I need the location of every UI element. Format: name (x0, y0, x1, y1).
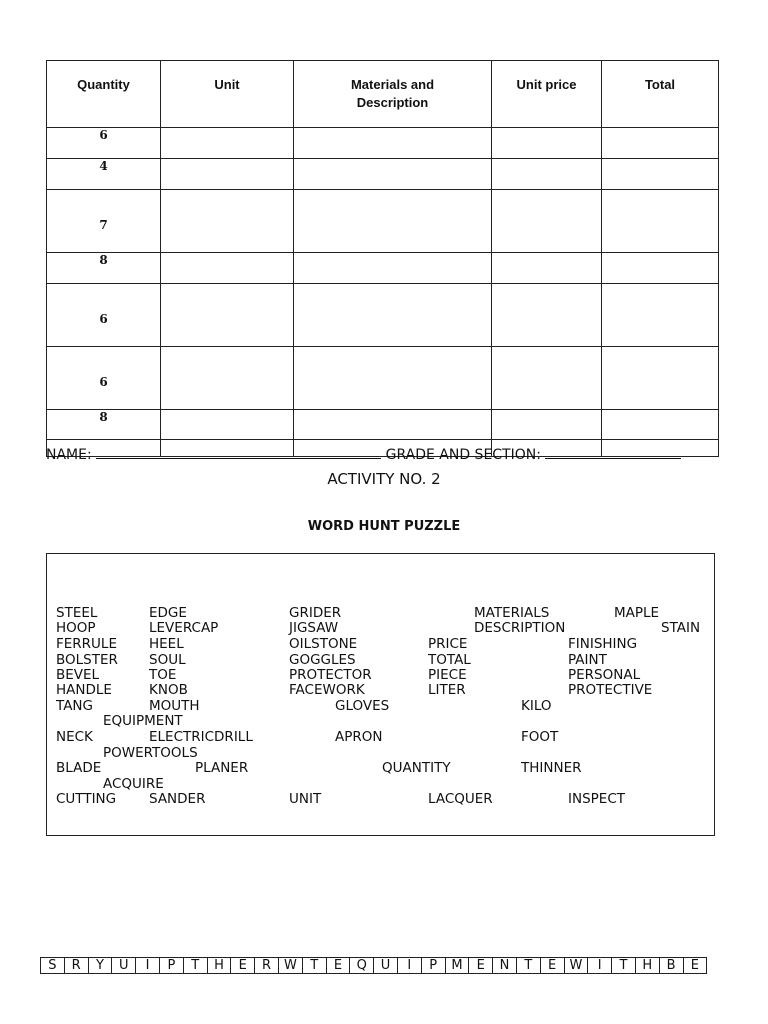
word-item: FINISHING (568, 636, 638, 652)
table-row (47, 253, 719, 284)
word-item: FOOT (521, 729, 559, 745)
word-item: THINNER (521, 760, 582, 776)
quantity-cell: 7 (47, 190, 161, 253)
word-item: GOGGLES (289, 652, 356, 668)
word-item: ACQUIRE (103, 776, 164, 792)
quantity-cell: 6 (47, 347, 161, 410)
materials-cell (294, 284, 492, 347)
letter-cell: S (41, 957, 65, 974)
word-item: KNOB (149, 682, 188, 698)
materials-table (46, 60, 719, 457)
letter-cell: R (255, 957, 279, 974)
word-item: APRON (335, 729, 383, 745)
quantity-cell: 6 (47, 128, 161, 159)
unit-price-cell (492, 284, 602, 347)
letter-cell: W (279, 957, 303, 974)
word-item: PAINT (568, 652, 607, 668)
table-header-row (47, 61, 719, 128)
total-cell (602, 190, 719, 253)
word-item: PIECE (428, 667, 467, 683)
quantity-cell: 6 (47, 284, 161, 347)
word-item: PERSONAL (568, 667, 641, 683)
header-materials (294, 61, 492, 128)
table-row (47, 159, 719, 190)
unit-cell (161, 253, 294, 284)
word-item: HANDLE (56, 682, 112, 698)
word-item: STAIN (661, 620, 701, 636)
letter-cell: N (493, 957, 517, 974)
materials-cell (294, 190, 492, 253)
grade-section-label: GRADE AND SECTION: (385, 447, 541, 463)
header-total: Total (602, 61, 719, 128)
word-item: TOE (149, 667, 177, 683)
quantity-cell: 8 (47, 410, 161, 440)
materials-cell (294, 253, 492, 284)
letter-cell: H (208, 957, 232, 974)
unit-price-cell (492, 347, 602, 410)
word-item: OILSTONE (289, 636, 358, 652)
name-blank[interactable] (96, 444, 381, 459)
word-item: FERRULE (56, 636, 117, 652)
word-item: LITER (428, 682, 466, 698)
letter-cell: T (612, 957, 636, 974)
word-item: NECK (56, 729, 93, 745)
word-item: UNIT (289, 791, 322, 807)
header-materials-line1: Materials and (350, 77, 435, 92)
table-row (47, 190, 719, 253)
table-row (47, 284, 719, 347)
puzzle-title: WORD HUNT PUZZLE (307, 519, 461, 534)
letter-cell: P (160, 957, 184, 974)
word-item: STEEL (56, 605, 98, 621)
word-item: PLANER (195, 760, 249, 776)
letter-cell: T (303, 957, 327, 974)
materials-cell (294, 410, 492, 440)
materials-cell (294, 128, 492, 159)
word-item: HOOP (56, 620, 96, 636)
header-unit-price: Unit price (492, 61, 602, 128)
word-item: PROTECTOR (289, 667, 372, 683)
letter-cell: W (565, 957, 589, 974)
word-item: TOTAL (428, 652, 471, 668)
table-row (47, 128, 719, 159)
letter-cell: I (136, 957, 160, 974)
quantity-cell: 8 (47, 253, 161, 284)
word-item: ELECTRICDRILL (149, 729, 253, 745)
word-item: LEVERCAP (149, 620, 219, 636)
name-label: NAME: (46, 447, 92, 463)
word-item: LACQUER (428, 791, 493, 807)
letter-cell: E (684, 957, 708, 974)
unit-cell (161, 159, 294, 190)
word-item: BLADE (56, 760, 102, 776)
letter-cell: E (231, 957, 255, 974)
unit-price-cell (492, 128, 602, 159)
student-info-line (46, 444, 726, 463)
word-item: KILO (521, 698, 552, 714)
letter-cell: U (374, 957, 398, 974)
letter-cell: E (469, 957, 493, 974)
quantity-cell: 4 (47, 159, 161, 190)
unit-cell (161, 347, 294, 410)
materials-cell (294, 159, 492, 190)
word-item: BOLSTER (56, 652, 118, 668)
letter-row (40, 957, 707, 974)
letter-cell: E (327, 957, 351, 974)
letter-cell: U (112, 957, 136, 974)
total-cell (602, 159, 719, 190)
total-cell (602, 284, 719, 347)
word-item: FACEWORK (289, 682, 365, 698)
word-item: GRIDER (289, 605, 342, 621)
unit-cell (161, 128, 294, 159)
unit-price-cell (492, 190, 602, 253)
total-cell (602, 253, 719, 284)
word-item: SOUL (149, 652, 186, 668)
unit-price-cell (492, 410, 602, 440)
word-list-box (46, 553, 715, 836)
header-unit: Unit (161, 61, 294, 128)
word-item: EDGE (149, 605, 187, 621)
word-item: HEEL (149, 636, 184, 652)
word-item: GLOVES (335, 698, 390, 714)
letter-cell: B (660, 957, 684, 974)
letter-cell: I (588, 957, 612, 974)
table-row (47, 410, 719, 440)
materials-cell (294, 347, 492, 410)
word-item: MAPLE (614, 605, 660, 621)
word-item: PRICE (428, 636, 468, 652)
word-item: SANDER (149, 791, 206, 807)
unit-price-cell (492, 159, 602, 190)
unit-cell (161, 284, 294, 347)
total-cell (602, 410, 719, 440)
unit-cell (161, 190, 294, 253)
unit-cell (161, 410, 294, 440)
letter-cell: P (422, 957, 446, 974)
grade-section-blank[interactable] (545, 444, 681, 459)
letter-cell: Q (350, 957, 374, 974)
header-quantity: Quantity (47, 61, 161, 128)
letter-cell: T (184, 957, 208, 974)
letter-cell: I (398, 957, 422, 974)
word-item: DESCRIPTION (474, 620, 566, 636)
letter-cell: R (65, 957, 89, 974)
letter-cell: E (541, 957, 565, 974)
activity-title: ACTIVITY NO. 2 (327, 470, 441, 488)
word-item: JIGSAW (289, 620, 339, 636)
header-materials-line2: Description (356, 95, 429, 110)
total-cell (602, 347, 719, 410)
letter-cell: Y (89, 957, 113, 974)
word-item: BEVEL (56, 667, 100, 683)
word-item: EQUIPMENT (103, 713, 183, 729)
total-cell (602, 128, 719, 159)
table-row (47, 347, 719, 410)
word-item: QUANTITY (382, 760, 451, 776)
letter-cell: T (517, 957, 541, 974)
word-item: TANG (56, 698, 93, 714)
word-item: PROTECTIVE (568, 682, 653, 698)
word-item: CUTTING (56, 791, 117, 807)
unit-price-cell (492, 253, 602, 284)
word-item: MATERIALS (474, 605, 550, 621)
word-item: INSPECT (568, 791, 625, 807)
letter-cell: M (446, 957, 470, 974)
letter-cell: H (636, 957, 660, 974)
word-item: MOUTH (149, 698, 200, 714)
word-item: POWERTOOLS (103, 745, 198, 761)
